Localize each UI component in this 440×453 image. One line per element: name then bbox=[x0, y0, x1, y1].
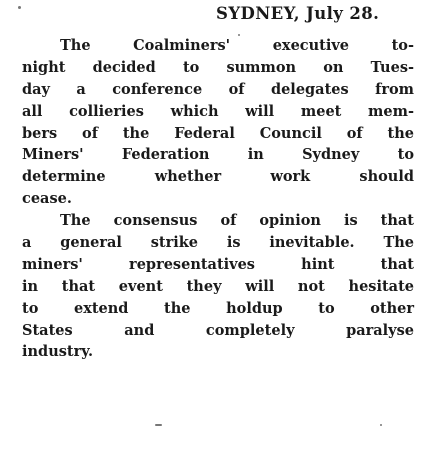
print-speck bbox=[380, 424, 382, 426]
article-line: States and completely paralyse bbox=[22, 321, 414, 339]
article-line: The Coalminers' executive to- bbox=[60, 37, 414, 54]
article-line: a general strike is inevitable. The bbox=[22, 234, 414, 252]
article-line: day a conference of delegates from bbox=[22, 80, 414, 98]
article-line: all collieries which will meet mem- bbox=[22, 102, 414, 120]
article-line: Miners' Federation in Sydney to bbox=[22, 146, 414, 164]
article-line: in that event they will not hesitate bbox=[22, 277, 414, 295]
article-line: cease. bbox=[22, 190, 72, 208]
print-speck bbox=[238, 34, 240, 36]
print-speck bbox=[155, 424, 162, 426]
article-body bbox=[22, 35, 414, 363]
article-line: to extend the holdup to other bbox=[22, 299, 414, 317]
article-line: miners' representatives hint that bbox=[22, 255, 414, 273]
dateline: SYDNEY, July 28. bbox=[216, 4, 380, 23]
article-line: determine whether work should bbox=[22, 168, 414, 186]
print-speck bbox=[18, 6, 21, 9]
article-line: industry. bbox=[22, 343, 94, 361]
article-line: night decided to summon on Tues- bbox=[22, 58, 414, 76]
article-line: bers of the Federal Council of the bbox=[22, 124, 414, 142]
article-line: The consensus of opinion is that bbox=[60, 212, 414, 230]
